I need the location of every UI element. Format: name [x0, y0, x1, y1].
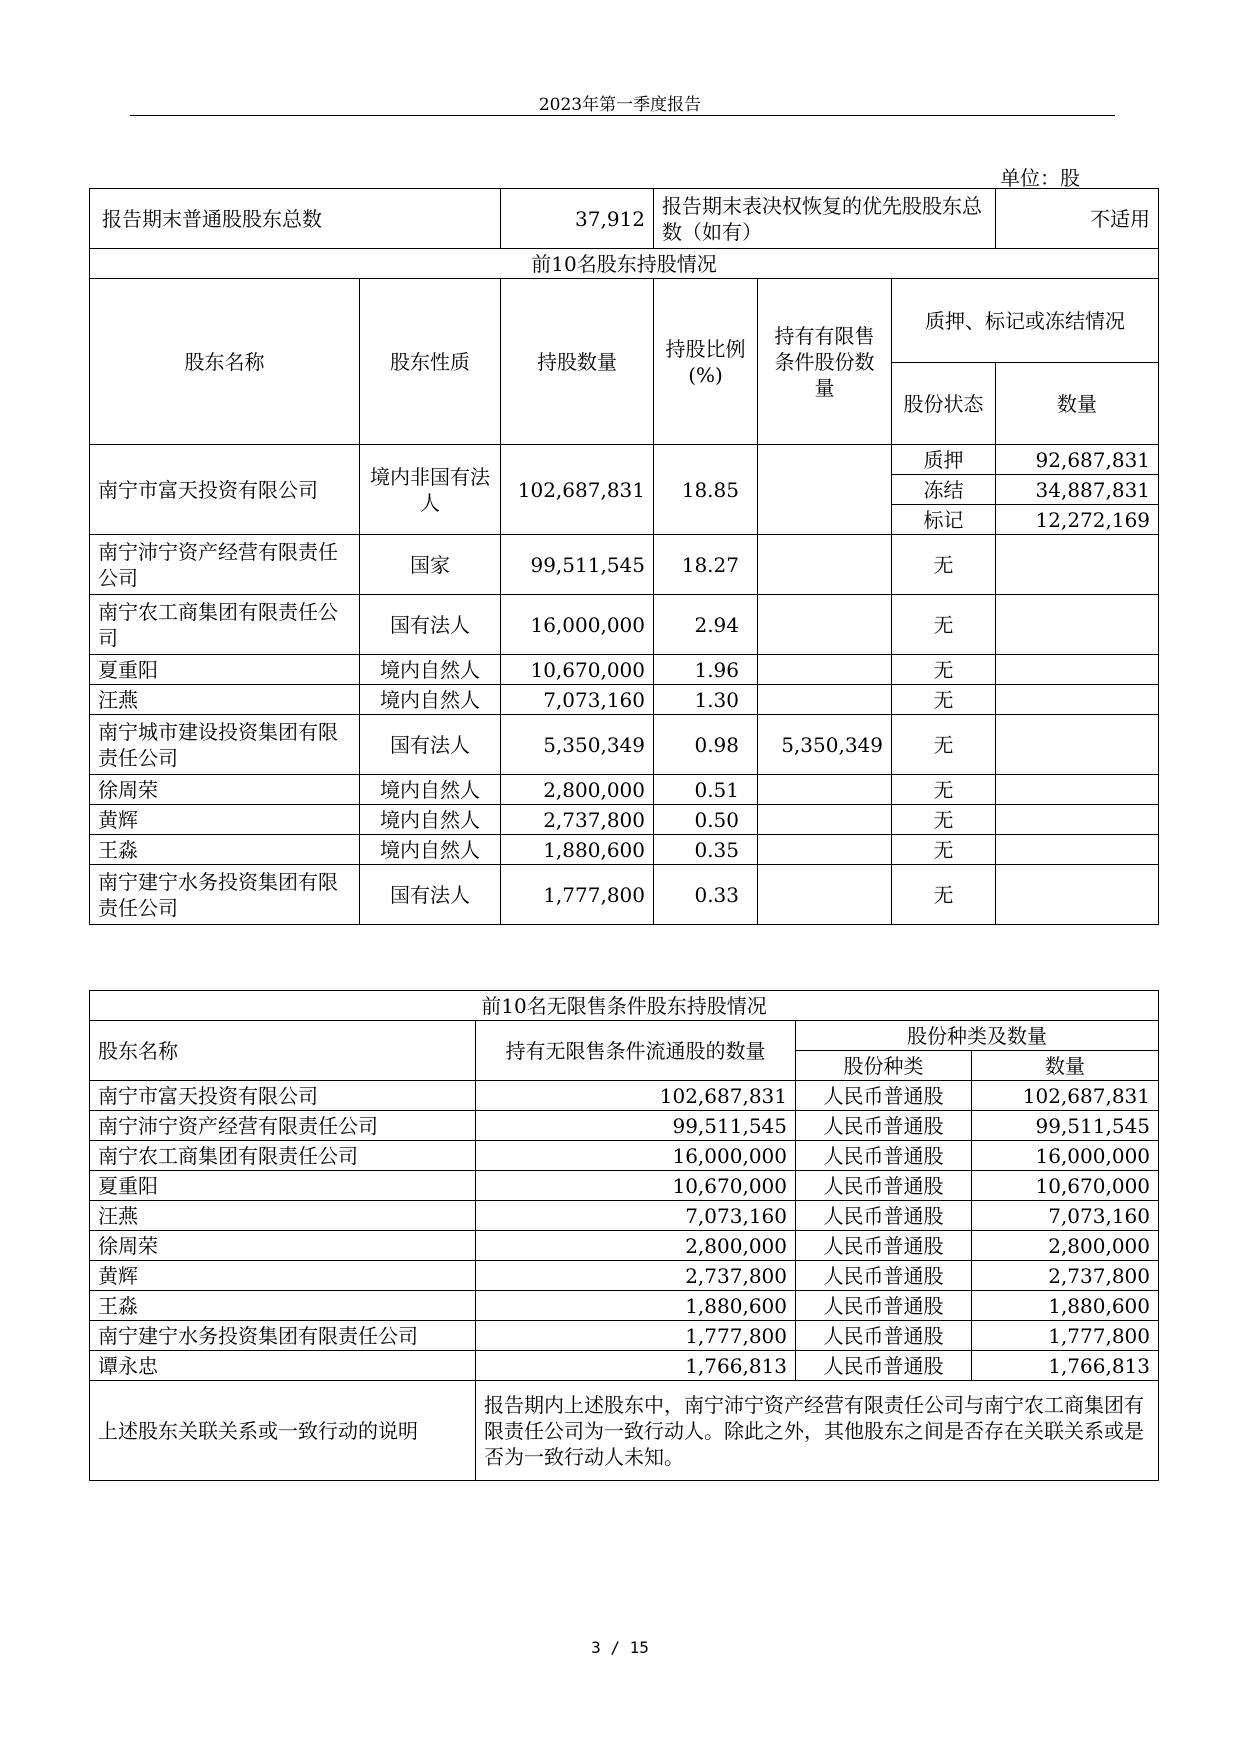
shareholder-nature: 境内自然人 [360, 655, 501, 685]
share-kind-qty: 99,511,545 [972, 1111, 1159, 1141]
pledge-status: 冻结 [892, 475, 996, 505]
col-header-kind-group: 股份种类及数量 [796, 1021, 1159, 1051]
shares-held: 2,737,800 [501, 805, 654, 835]
header-divider [130, 115, 1115, 116]
col-header-status: 股份状态 [892, 363, 996, 445]
col-header-restricted: 持有有限售条件股份数量 [758, 279, 892, 445]
table-row [90, 775, 1159, 805]
share-kind: 人民币普通股 [796, 1261, 972, 1291]
unrestricted-shares: 16,000,000 [476, 1141, 796, 1171]
shareholder-name: 南宁建宁水务投资集团有限责任公司 [90, 865, 360, 925]
restricted-shares [758, 445, 892, 535]
pledge-qty: 12,272,169 [996, 505, 1159, 535]
share-ratio: 0.98 [654, 715, 758, 775]
share-kind-qty: 7,073,160 [972, 1201, 1159, 1231]
pledge-qty [996, 685, 1159, 715]
shareholder-nature: 境内自然人 [360, 775, 501, 805]
share-kind-qty: 1,766,813 [972, 1351, 1159, 1381]
shares-held: 2,800,000 [501, 775, 654, 805]
share-kind-qty: 1,777,800 [972, 1321, 1159, 1351]
table-row [90, 1291, 1159, 1321]
share-ratio: 1.30 [654, 685, 758, 715]
shareholder-name: 徐周荣 [90, 775, 360, 805]
share-kind: 人民币普通股 [796, 1231, 972, 1261]
restricted-shares [758, 805, 892, 835]
shares-held: 99,511,545 [501, 535, 654, 595]
table-row [90, 1141, 1159, 1171]
pledge-qty [996, 775, 1159, 805]
col-header-unrestricted-shares: 持有无限售条件流通股的数量 [476, 1021, 796, 1081]
pledge-qty: 34,887,831 [996, 475, 1159, 505]
unrestricted-rows [90, 1081, 1159, 1381]
unit-label: 单位：股 [1000, 166, 1080, 190]
pledge-qty [996, 835, 1159, 865]
table-row [90, 1351, 1159, 1381]
shareholder-nature: 境内自然人 [360, 685, 501, 715]
table-row [90, 805, 1159, 835]
shareholder-name: 黄辉 [90, 1261, 476, 1291]
share-kind: 人民币普通股 [796, 1201, 972, 1231]
share-ratio: 0.33 [654, 865, 758, 925]
col-header-nature: 股东性质 [360, 279, 501, 445]
col-header-name: 股东名称 [90, 1021, 476, 1081]
share-ratio: 18.27 [654, 535, 758, 595]
shareholder-name: 南宁农工商集团有限责任公司 [90, 1141, 476, 1171]
share-kind: 人民币普通股 [796, 1351, 972, 1381]
restricted-shares [758, 775, 892, 805]
pledge-status: 无 [892, 775, 996, 805]
share-ratio: 18.85 [654, 445, 758, 535]
shares-held: 1,880,600 [501, 835, 654, 865]
shareholder-name: 南宁沛宁资产经营有限责任公司 [90, 1111, 476, 1141]
unrestricted-shares: 1,766,813 [476, 1351, 796, 1381]
share-ratio: 0.50 [654, 805, 758, 835]
table-row [90, 445, 1159, 475]
pledge-qty: 92,687,831 [996, 445, 1159, 475]
shares-held: 10,670,000 [501, 655, 654, 685]
unrestricted-shares: 2,800,000 [476, 1231, 796, 1261]
pledge-qty [996, 535, 1159, 595]
share-ratio: 1.96 [654, 655, 758, 685]
share-kind-qty: 1,880,600 [972, 1291, 1159, 1321]
relation-label: 上述股东关联关系或一致行动的说明 [90, 1381, 476, 1481]
shares-held: 102,687,831 [501, 445, 654, 535]
shares-held: 5,350,349 [501, 715, 654, 775]
pledge-status: 无 [892, 535, 996, 595]
relation-text: 报告期内上述股东中，南宁沛宁资产经营有限责任公司与南宁农工商集团有限责任公司为一致行动人。除此之外，其他股东之间是否存在关联关系或是否为一致行动人未知。 [476, 1381, 1159, 1481]
table-row [90, 1231, 1159, 1261]
restricted-shares [758, 865, 892, 925]
share-kind: 人民币普通股 [796, 1291, 972, 1321]
unrestricted-shareholders-table [89, 990, 1159, 1481]
shareholder-name: 南宁建宁水务投资集团有限责任公司 [90, 1321, 476, 1351]
shareholder-name: 夏重阳 [90, 655, 360, 685]
shareholder-name: 南宁市富天投资有限公司 [90, 445, 360, 535]
restricted-shares [758, 655, 892, 685]
restricted-shares [758, 595, 892, 655]
shareholder-name: 汪燕 [90, 1201, 476, 1231]
preferred-holders-value: 不适用 [996, 189, 1159, 249]
table-row [90, 715, 1159, 775]
restricted-shares: 5,350,349 [758, 715, 892, 775]
share-kind: 人民币普通股 [796, 1321, 972, 1351]
share-kind-qty: 2,737,800 [972, 1261, 1159, 1291]
shareholder-nature: 国家 [360, 535, 501, 595]
shareholder-name: 夏重阳 [90, 1171, 476, 1201]
shareholder-name: 王淼 [90, 1291, 476, 1321]
shareholder-name: 南宁农工商集团有限责任公司 [90, 595, 360, 655]
col-header-qty: 数量 [972, 1051, 1159, 1081]
share-ratio: 0.51 [654, 775, 758, 805]
restricted-shares [758, 835, 892, 865]
table-row [90, 1081, 1159, 1111]
shareholder-name: 汪燕 [90, 685, 360, 715]
shareholder-nature: 境内非国有法人 [360, 445, 501, 535]
shareholder-name: 黄辉 [90, 805, 360, 835]
unrestricted-shares: 7,073,160 [476, 1201, 796, 1231]
page-indicator: 3 / 15 [591, 1638, 649, 1657]
pledge-status: 无 [892, 685, 996, 715]
share-ratio: 0.35 [654, 835, 758, 865]
unrestricted-shares: 1,880,600 [476, 1291, 796, 1321]
shares-held: 1,777,800 [501, 865, 654, 925]
pledge-status: 质押 [892, 445, 996, 475]
shareholder-name: 谭永忠 [90, 1351, 476, 1381]
pledge-status: 标记 [892, 505, 996, 535]
share-kind: 人民币普通股 [796, 1111, 972, 1141]
unrestricted-shares: 10,670,000 [476, 1171, 796, 1201]
shareholder-nature: 境内自然人 [360, 835, 501, 865]
shareholder-nature: 国有法人 [360, 595, 501, 655]
shares-held: 7,073,160 [501, 685, 654, 715]
col-header-kind: 股份种类 [796, 1051, 972, 1081]
total-holders-label: 报告期末普通股股东总数 [90, 189, 501, 249]
shares-held: 16,000,000 [501, 595, 654, 655]
table-row [90, 1261, 1159, 1291]
share-kind: 人民币普通股 [796, 1141, 972, 1171]
top10-section-title: 前10名股东持股情况 [90, 249, 1159, 279]
shareholder-name: 南宁市富天投资有限公司 [90, 1081, 476, 1111]
col-header-pledge-group: 质押、标记或冻结情况 [892, 279, 1159, 363]
shareholder-nature: 国有法人 [360, 865, 501, 925]
table-row [90, 835, 1159, 865]
table-row [90, 1201, 1159, 1231]
summary-row [90, 189, 1159, 249]
top10-rows [90, 535, 1159, 925]
table-row [90, 685, 1159, 715]
table-row [90, 655, 1159, 685]
share-ratio: 2.94 [654, 595, 758, 655]
table-row [90, 1111, 1159, 1141]
pledge-status: 无 [892, 595, 996, 655]
restricted-shares [758, 685, 892, 715]
unrestricted-shares: 2,737,800 [476, 1261, 796, 1291]
pledge-qty [996, 865, 1159, 925]
report-header-title: 2023年第一季度报告 [538, 95, 702, 115]
restricted-shares [758, 535, 892, 595]
unrestricted-shares: 1,777,800 [476, 1321, 796, 1351]
shareholder-name: 南宁城市建设投资集团有限责任公司 [90, 715, 360, 775]
col-header-shares: 持股数量 [501, 279, 654, 445]
table-row [90, 1171, 1159, 1201]
col-header-name: 股东名称 [90, 279, 360, 445]
pledge-status: 无 [892, 655, 996, 685]
table-row [90, 535, 1159, 595]
pledge-qty [996, 595, 1159, 655]
col-header-ratio: 持股比例(%) [654, 279, 758, 445]
table-row [90, 1321, 1159, 1351]
shareholder-nature: 国有法人 [360, 715, 501, 775]
share-kind-qty: 2,800,000 [972, 1231, 1159, 1261]
table-row [90, 595, 1159, 655]
unrestricted-shares: 99,511,545 [476, 1111, 796, 1141]
pledge-qty [996, 655, 1159, 685]
total-holders-value: 37,912 [501, 189, 654, 249]
unrestricted-shares: 102,687,831 [476, 1081, 796, 1111]
shareholder-name: 南宁沛宁资产经营有限责任公司 [90, 535, 360, 595]
pledge-status: 无 [892, 715, 996, 775]
shareholder-name: 王淼 [90, 835, 360, 865]
pledge-status: 无 [892, 835, 996, 865]
pledge-qty [996, 715, 1159, 775]
share-kind-qty: 10,670,000 [972, 1171, 1159, 1201]
preferred-holders-label: 报告期末表决权恢复的优先股股东总数（如有） [654, 189, 996, 249]
table-row [90, 865, 1159, 925]
share-kind: 人民币普通股 [796, 1081, 972, 1111]
shareholder-nature: 境内自然人 [360, 805, 501, 835]
share-kind-qty: 16,000,000 [972, 1141, 1159, 1171]
shareholder-name: 徐周荣 [90, 1231, 476, 1261]
col-header-qty: 数量 [996, 363, 1159, 445]
share-kind-qty: 102,687,831 [972, 1081, 1159, 1111]
pledge-status: 无 [892, 865, 996, 925]
pledge-status: 无 [892, 805, 996, 835]
top10-shareholders-table [89, 188, 1159, 925]
pledge-qty [996, 805, 1159, 835]
unrestricted-section-title: 前10名无限售条件股东持股情况 [90, 991, 1159, 1021]
share-kind: 人民币普通股 [796, 1171, 972, 1201]
